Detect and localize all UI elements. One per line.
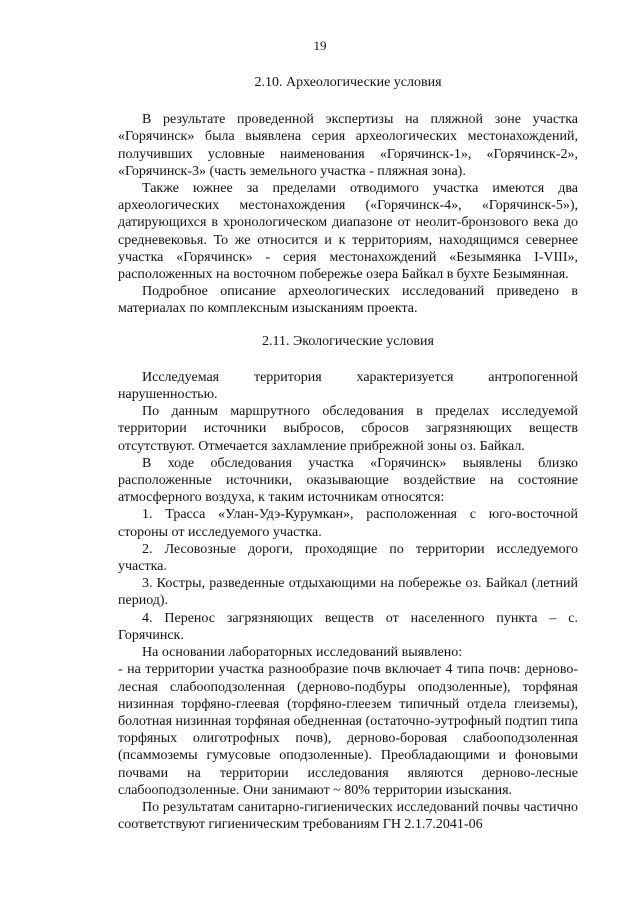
section-heading-ecology: 2.11. Экологические условия [262,333,434,349]
paragraph-ecology-sources-intro: В ходе обследования участка «Горячинск» выявлены близко расположенные источники, оказывающие воздействие на состояние атмосферного воздуха, к таким источникам относятся: [118,455,578,506]
paragraph-sanitary-results: По результатам санитарно-гигиенических исследований почвы частично соответствуют гигиеническим требованиям ГН 2.1.7.2041-06 [118,799,578,833]
section-heading-archaeology: 2.10. Археологические условия [254,75,442,90]
page-content [118,74,578,833]
page-number: 19 [313,38,327,53]
paragraph-ecology-disturbance: Исследуемая территория характеризуется антропогенной нарушенностью. [118,369,578,403]
list-item-source-2: 2. Лесовозные дороги, проходящие по территории исследуемого участка. [118,541,578,575]
paragraph-archaeology-details: Подробное описание археологических исследований приведено в материалах по комплексным изысканиям проекта. [118,284,578,317]
paragraph-soil-types: - на территории участка разнообразие почв включает 4 типа почв: дерново-лесная слабооподзоленная (дерново-подбуры оподзоленные), торфяная низинная торфяно-глеевая (торфяно-глеезем типичный отдела глеиземы), болотная низинная торфяная обедненная (остаточно-эутрофный подтип типа торфяных олиготрофных почв), дерново-боровая слабооподзоленная (псаммоземы гумусовые оподзоленные). Преобладающими и фоновыми почвами на территории исследования являются дерново-лесные слабооподзоленные. Они занимают ~ 80% территории изыскания. [118,662,579,798]
paragraph-lab-results-intro: На основании лабораторных исследований выявлено: [142,645,463,661]
list-item-source-4: 4. Перенос загрязняющих веществ от населенного пункта – с. Горячинск. [118,610,578,643]
paragraph-ecology-survey: По данным маршрутного обследования в пределах исследуемой территории источники выбросов, сбросов загрязняющих веществ отсутствуют. Отмечается захламление прибрежной зоны оз. Байкал. [118,404,578,454]
paragraph-archaeology-sites: В результате проведенной экспертизы на пляжной зоне участка «Горячинск» была выявлена серия археологических местонахождений, получивших условные наименования «Горячинск-1», «Горячинск-2», «Горячинск-3» (часть земельного участка - пляжная зона). [118,112,578,179]
list-item-source-1: 1. Трасса «Улан-Удэ-Курумкан», расположенная с юго-восточной стороны от исследуемого участка. [118,507,578,540]
list-item-source-3: 3. Костры, разведенные отдыхающими на побережье оз. Байкал (летний период). [118,576,578,609]
paragraph-archaeology-south: Также южнее за пределами отводимого участка имеются два археологических местонахождения («Горячинск-4», «Горячинск-5»), датирующихся в хронологическом диапазоне от неолит-бронзового века до средневековья. То же относится и к территориям, находящимся севернее участка «Горячинск» - серия местонахождений «Безымянка I-VIII», расположенных на восточном побережье озера Байкал в бухте Безымянная. [118,181,578,283]
